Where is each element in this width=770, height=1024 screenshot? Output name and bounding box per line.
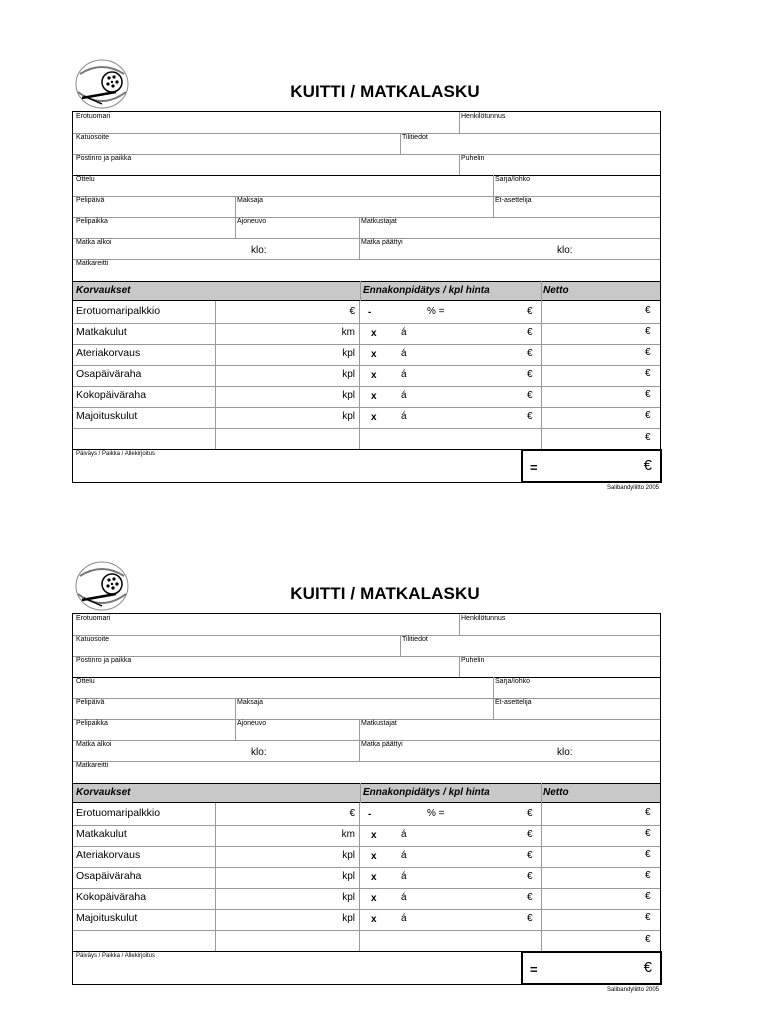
row-eur-netto: € <box>645 891 651 902</box>
row-unit: kpl <box>342 348 355 359</box>
row-unit: € <box>349 306 355 317</box>
row-eur-ennakko: € <box>527 390 533 401</box>
row-mid: á <box>401 411 407 422</box>
field-klo-end: klo: <box>557 245 573 256</box>
row-eur-ennakko: € <box>527 411 533 422</box>
field-maksaja: Maksaja <box>237 699 264 706</box>
row-eur-netto: € <box>645 326 651 337</box>
row-label: Osapäiväraha <box>76 368 142 380</box>
row-eur-netto: € <box>645 389 651 400</box>
row-operator: x <box>371 830 377 841</box>
field-ajoneuvo: Ajoneuvo <box>237 720 267 727</box>
row-mid: á <box>401 892 407 903</box>
field-pelipaikka: Pelipaikka <box>76 218 108 225</box>
field-katuosoite: Katuosoite <box>76 636 110 643</box>
receipt-form <box>0 0 770 502</box>
row-eur-netto: € <box>645 305 651 316</box>
receipt-form <box>0 502 770 1004</box>
netto-sum-eur: € <box>645 934 651 945</box>
row-unit: kpl <box>342 892 355 903</box>
row-label: Osapäiväraha <box>76 870 142 882</box>
row-mid: % = <box>427 306 445 317</box>
header-ennakko: Ennakonpidätys / kpl hinta <box>363 285 490 296</box>
row-eur-ennakko: € <box>527 829 533 840</box>
row-operator: x <box>371 851 377 862</box>
row-eur-netto: € <box>645 828 651 839</box>
row-eur-netto: € <box>645 849 651 860</box>
row-operator: - <box>368 307 372 318</box>
row-mid: % = <box>427 808 445 819</box>
field-henkilotunnus: Henkilötunnus <box>461 113 506 120</box>
row-operator: x <box>371 893 377 904</box>
row-eur-ennakko: € <box>527 808 533 819</box>
field-etasettelija: Et-asettelija <box>495 197 532 204</box>
field-ottelu: Ottelu <box>76 678 95 685</box>
row-label: Erotuomaripalkkio <box>76 807 161 819</box>
row-mid: á <box>401 369 407 380</box>
field-matkustajat: Matkustajat <box>361 720 397 727</box>
field-pelipaikka: Pelipaikka <box>76 720 108 727</box>
total-box <box>521 951 662 985</box>
row-operator: x <box>371 872 377 883</box>
row-mid: á <box>401 850 407 861</box>
row-unit: € <box>349 808 355 819</box>
row-operator: x <box>371 914 377 925</box>
row-label: Ateriakorvaus <box>76 347 141 359</box>
field-etasettelija: Et-asettelija <box>495 699 532 706</box>
field-erotuomari: Erotuomari <box>76 615 111 622</box>
row-eur-ennakko: € <box>527 369 533 380</box>
field-katuosoite: Katuosoite <box>76 134 110 141</box>
copyright: Salibandyliitto 2005 <box>606 485 659 491</box>
total-eur: € <box>643 457 652 474</box>
row-label: Majoituskulut <box>76 912 138 924</box>
field-matka-alkoi: Matka alkoi <box>76 239 112 246</box>
header-korvaukset: Korvaukset <box>76 285 131 296</box>
row-eur-ennakko: € <box>527 306 533 317</box>
row-operator: x <box>371 328 377 339</box>
row-eur-ennakko: € <box>527 327 533 338</box>
field-klo-start: klo: <box>251 245 267 256</box>
row-label: Kokopäiväraha <box>76 891 147 903</box>
row-mid: á <box>401 327 407 338</box>
total-eur: € <box>643 959 652 976</box>
field-erotuomari: Erotuomari <box>76 113 111 120</box>
total-equals: = <box>530 460 538 475</box>
row-eur-ennakko: € <box>527 892 533 903</box>
field-pelipaiva: Pelipäivä <box>76 197 105 204</box>
total-equals: = <box>530 962 538 977</box>
table-header <box>73 281 660 301</box>
form-grid <box>72 111 661 483</box>
form-title: KUITTI / MATKALASKU <box>290 82 480 101</box>
row-unit: km <box>341 829 355 840</box>
form-grid <box>72 613 661 985</box>
field-matkareitti: Matkareitti <box>76 762 109 769</box>
row-label: Ateriakorvaus <box>76 849 141 861</box>
row-mid: á <box>401 913 407 924</box>
row-eur-ennakko: € <box>527 850 533 861</box>
field-puhelin: Puhelin <box>461 155 485 162</box>
copyright: Salibandyliitto 2005 <box>606 987 659 993</box>
field-postinro: Postinro ja paikka <box>76 657 132 664</box>
row-eur-ennakko: € <box>527 348 533 359</box>
table-header <box>73 783 660 803</box>
row-operator: x <box>371 370 377 381</box>
row-eur-netto: € <box>645 368 651 379</box>
row-label: Majoituskulut <box>76 410 138 422</box>
row-operator: - <box>368 809 372 820</box>
field-matka-alkoi: Matka alkoi <box>76 741 112 748</box>
form-title: KUITTI / MATKALASKU <box>290 584 480 603</box>
field-pelipaiva: Pelipäivä <box>76 699 105 706</box>
row-operator: x <box>371 391 377 402</box>
field-matka-paattyi: Matka päättyi <box>361 239 403 246</box>
row-eur-netto: € <box>645 807 651 818</box>
row-eur-ennakko: € <box>527 871 533 882</box>
row-label: Matkakulut <box>76 326 127 338</box>
header-ennakko: Ennakonpidätys / kpl hinta <box>363 787 490 798</box>
field-sarja: Sarja/lohko <box>495 176 531 183</box>
row-label: Erotuomaripalkkio <box>76 305 161 317</box>
signature-label: Päiväys / Paikka / Allekirjoitus <box>76 451 156 457</box>
row-operator: x <box>371 412 377 423</box>
row-unit: kpl <box>342 913 355 924</box>
netto-sum-eur: € <box>645 432 651 443</box>
field-henkilotunnus: Henkilötunnus <box>461 615 506 622</box>
field-klo-start: klo: <box>251 747 267 758</box>
row-mid: á <box>401 871 407 882</box>
row-mid: á <box>401 390 407 401</box>
field-ottelu: Ottelu <box>76 176 95 183</box>
field-matka-paattyi: Matka päättyi <box>361 741 403 748</box>
field-postinro: Postinro ja paikka <box>76 155 132 162</box>
row-unit: km <box>341 327 355 338</box>
row-unit: kpl <box>342 871 355 882</box>
field-tilitiedot: Tilitiedot <box>402 636 428 643</box>
row-mid: á <box>401 348 407 359</box>
row-unit: kpl <box>342 850 355 861</box>
field-tilitiedot: Tilitiedot <box>402 134 428 141</box>
row-eur-netto: € <box>645 870 651 881</box>
row-unit: kpl <box>342 369 355 380</box>
row-unit: kpl <box>342 390 355 401</box>
field-ajoneuvo: Ajoneuvo <box>237 218 267 225</box>
row-label: Matkakulut <box>76 828 127 840</box>
row-eur-ennakko: € <box>527 913 533 924</box>
row-operator: x <box>371 349 377 360</box>
total-box <box>521 449 662 483</box>
row-unit: kpl <box>342 411 355 422</box>
header-korvaukset: Korvaukset <box>76 787 131 798</box>
header-netto: Netto <box>543 787 569 798</box>
row-mid: á <box>401 829 407 840</box>
row-eur-netto: € <box>645 410 651 421</box>
field-puhelin: Puhelin <box>461 657 485 664</box>
field-matkustajat: Matkustajat <box>361 218 397 225</box>
field-sarja: Sarja/lohko <box>495 678 531 685</box>
header-netto: Netto <box>543 285 569 296</box>
row-label: Kokopäiväraha <box>76 389 147 401</box>
field-matkareitti: Matkareitti <box>76 260 109 267</box>
field-klo-end: klo: <box>557 747 573 758</box>
row-eur-netto: € <box>645 347 651 358</box>
signature-label: Päiväys / Paikka / Allekirjoitus <box>76 953 156 959</box>
row-eur-netto: € <box>645 912 651 923</box>
field-maksaja: Maksaja <box>237 197 264 204</box>
